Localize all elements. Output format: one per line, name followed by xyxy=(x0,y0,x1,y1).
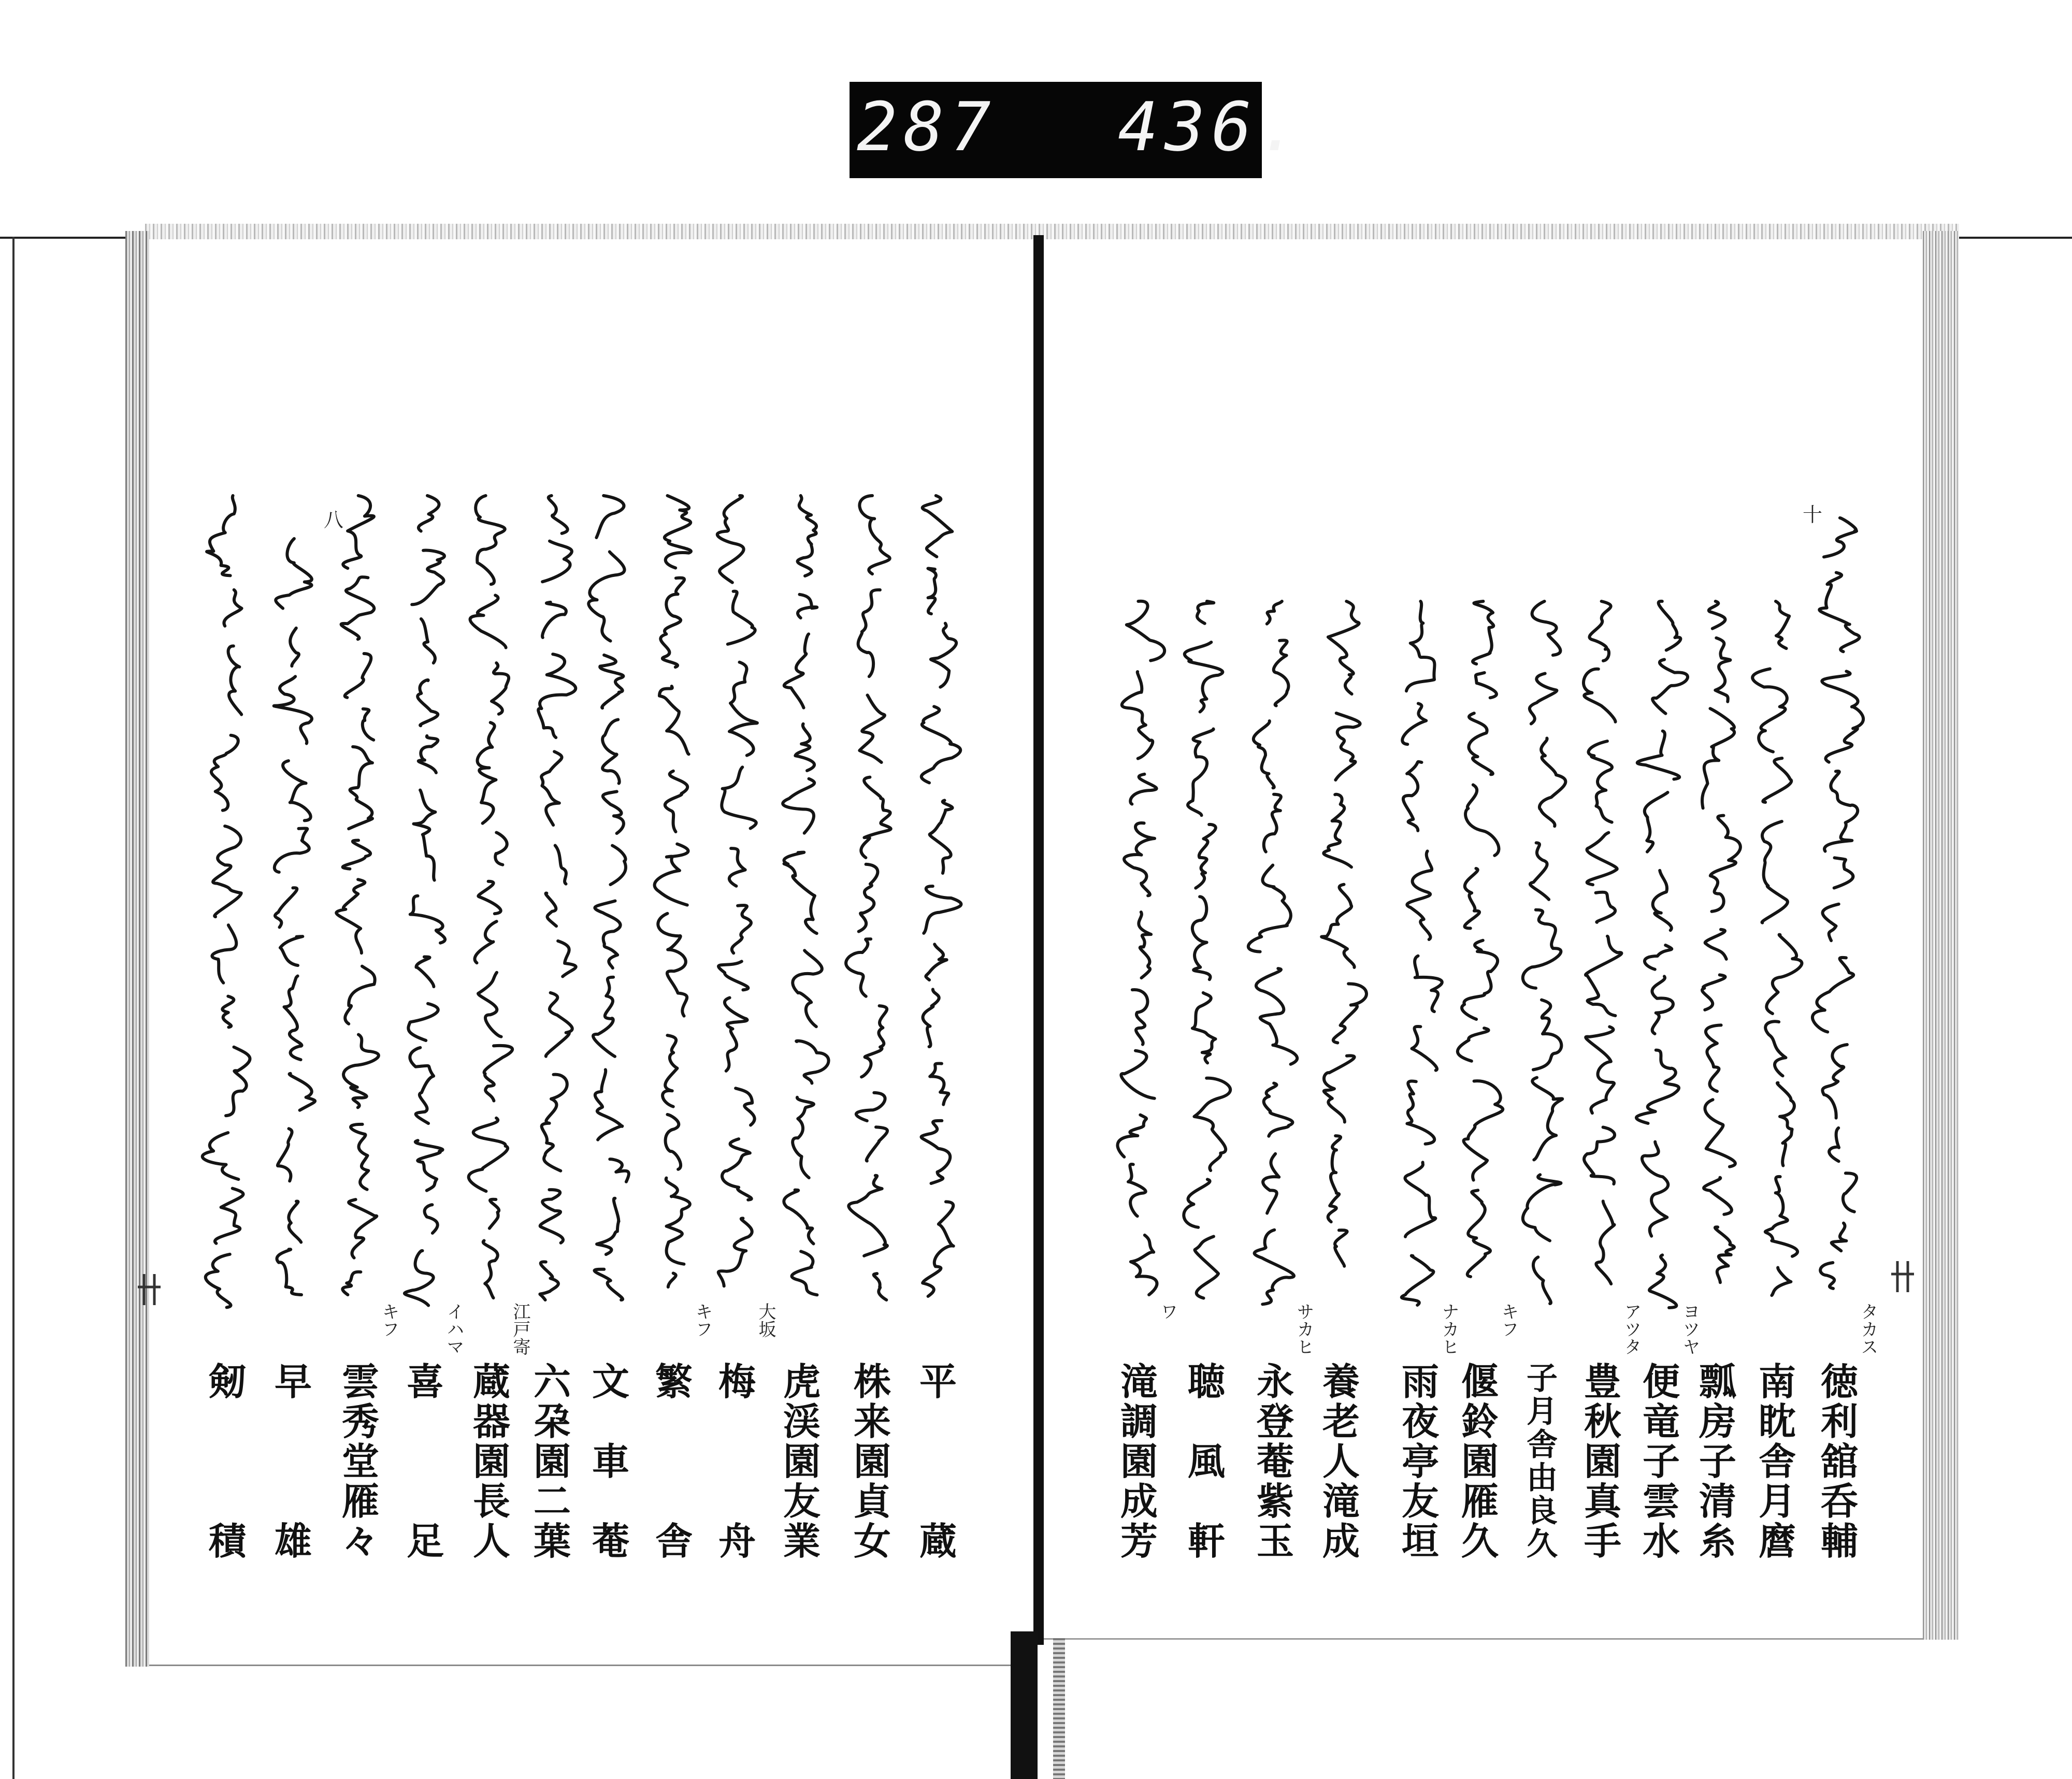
poet-name xyxy=(651,1359,697,1563)
poet-origin-note: ヨツヤ xyxy=(1679,1303,1700,1355)
poet-name xyxy=(1638,1359,1685,1563)
name-glyph: 足 xyxy=(406,1519,444,1563)
name-glyph: 竜 xyxy=(1642,1399,1680,1443)
cursive-text-column xyxy=(1321,601,1366,1266)
name-glyph: 菴 xyxy=(592,1519,629,1563)
cursive-text-column xyxy=(405,496,445,1306)
name-glyph: 菴 xyxy=(1256,1439,1294,1483)
fold-mark-icon xyxy=(138,1274,161,1305)
poet-name xyxy=(468,1359,515,1563)
name-glyph: 園 xyxy=(1584,1439,1621,1483)
name-glyph: 月 xyxy=(1527,1394,1558,1430)
name-glyph: 老 xyxy=(1322,1399,1360,1443)
cursive-text-column xyxy=(588,496,629,1300)
cursive-text-column xyxy=(921,496,961,1296)
name-glyph: 久 xyxy=(1527,1526,1558,1563)
name-glyph: 渓 xyxy=(783,1399,821,1443)
name-glyph: 軒 xyxy=(1187,1519,1225,1563)
name-glyph: 雄 xyxy=(274,1519,312,1563)
name-glyph: 々 xyxy=(341,1519,379,1563)
name-glyph: 成 xyxy=(1322,1519,1360,1563)
cursive-text-column xyxy=(846,496,891,1300)
poet-origin-note: キフ xyxy=(692,1303,713,1338)
name-glyph: 文 xyxy=(592,1359,629,1404)
cursive-text-column xyxy=(655,496,691,1287)
cursive-text-column xyxy=(274,539,315,1295)
fold-mark-icon xyxy=(1891,1261,1914,1292)
name-glyph: 平 xyxy=(919,1359,957,1404)
poet-name xyxy=(402,1359,449,1563)
name-glyph: 滝 xyxy=(1120,1359,1158,1404)
name-glyph: 輔 xyxy=(1820,1519,1858,1563)
name-glyph: 由 xyxy=(1527,1460,1558,1496)
name-glyph: 業 xyxy=(783,1519,821,1563)
name-glyph: 夜 xyxy=(1401,1399,1439,1443)
poet-name xyxy=(1252,1359,1299,1563)
name-glyph: 株 xyxy=(853,1359,891,1404)
cursive-text-column xyxy=(717,496,757,1286)
name-glyph: 雲 xyxy=(1642,1479,1680,1523)
name-glyph: 子 xyxy=(1642,1439,1680,1483)
name-glyph: 堂 xyxy=(341,1439,379,1483)
poet-origin-note: タカス xyxy=(1858,1303,1878,1355)
poet-name xyxy=(529,1359,575,1563)
name-glyph: 秀 xyxy=(341,1399,379,1443)
name-glyph: 利 xyxy=(1820,1399,1858,1443)
name-glyph: 永 xyxy=(1256,1359,1294,1404)
poet-name xyxy=(1816,1359,1863,1563)
name-glyph: 貞 xyxy=(853,1479,891,1523)
name-glyph: 芳 xyxy=(1120,1519,1158,1563)
name-glyph: 蔵 xyxy=(919,1519,957,1563)
name-glyph: 舟 xyxy=(718,1519,756,1563)
cursive-text-column xyxy=(1402,601,1442,1305)
name-glyph: 蔵 xyxy=(472,1359,510,1404)
cursive-text-column xyxy=(783,496,828,1295)
name-glyph: 真 xyxy=(1584,1479,1621,1523)
poet-name xyxy=(714,1359,760,1563)
name-glyph: 調 xyxy=(1120,1399,1158,1443)
cursive-text-column xyxy=(1812,518,1863,1289)
name-glyph: 亭 xyxy=(1401,1439,1439,1483)
name-glyph: 園 xyxy=(1120,1439,1158,1483)
cursive-text-column xyxy=(203,496,250,1307)
name-glyph: 園 xyxy=(1461,1439,1499,1483)
name-glyph: 友 xyxy=(1401,1479,1439,1523)
name-glyph: 人 xyxy=(472,1519,510,1563)
poet-name xyxy=(1457,1359,1503,1563)
name-glyph: 眈 xyxy=(1758,1399,1796,1443)
name-glyph: 朶 xyxy=(533,1399,571,1443)
poet-origin-note: アツタ xyxy=(1621,1303,1642,1355)
cursive-text-column xyxy=(1752,601,1802,1295)
poet-name xyxy=(1579,1359,1626,1563)
poet-name xyxy=(1318,1359,1364,1563)
name-glyph: 長 xyxy=(472,1479,510,1523)
name-glyph: 徳 xyxy=(1820,1359,1858,1404)
name-glyph: 麿 xyxy=(1758,1519,1796,1563)
name-glyph: 早 xyxy=(274,1359,312,1404)
poet-origin-note: ワ xyxy=(1157,1303,1178,1320)
poet-name xyxy=(849,1359,896,1563)
poet-name xyxy=(1116,1359,1162,1563)
name-glyph: 手 xyxy=(1584,1519,1621,1563)
poet-name xyxy=(1694,1359,1741,1563)
poet-name xyxy=(1397,1359,1444,1563)
cursive-text-column xyxy=(1584,601,1621,1284)
poet-origin-note: サカヒ xyxy=(1293,1303,1314,1355)
name-glyph: 葉 xyxy=(533,1519,571,1563)
name-glyph: 園 xyxy=(472,1439,510,1483)
name-glyph: 積 xyxy=(208,1519,246,1563)
name-glyph: 秋 xyxy=(1584,1399,1621,1443)
poet-name xyxy=(915,1359,961,1563)
name-glyph: 二 xyxy=(533,1479,571,1523)
name-glyph: 瓢 xyxy=(1699,1359,1736,1404)
name-glyph: 車 xyxy=(592,1439,629,1483)
name-glyph: 雁 xyxy=(1461,1479,1499,1523)
name-glyph: 久 xyxy=(1461,1519,1499,1563)
name-glyph: 舎 xyxy=(1758,1439,1796,1483)
name-glyph: 友 xyxy=(783,1479,821,1523)
cursive-text-column xyxy=(1636,601,1688,1308)
poet-origin-note: キフ xyxy=(1498,1303,1519,1338)
poet-origin-note: 江戸寄 xyxy=(510,1303,530,1355)
name-glyph: 雲 xyxy=(341,1359,379,1404)
name-glyph: 梅 xyxy=(718,1359,756,1404)
poet-name xyxy=(337,1359,384,1563)
name-glyph: 舎 xyxy=(655,1519,693,1563)
poet-name xyxy=(587,1359,634,1563)
name-glyph: 月 xyxy=(1758,1479,1796,1523)
poet-origin-note: キフ xyxy=(379,1303,399,1338)
poet-name xyxy=(1183,1359,1230,1563)
name-glyph: 玉 xyxy=(1256,1519,1294,1563)
name-glyph: 南 xyxy=(1758,1359,1796,1404)
name-glyph: 水 xyxy=(1642,1519,1680,1563)
right-page-column-note: 十 xyxy=(1803,503,1823,526)
poet-name xyxy=(1754,1359,1801,1563)
name-glyph: 繁 xyxy=(655,1359,693,1404)
name-glyph: 来 xyxy=(853,1399,891,1443)
cursive-text-column xyxy=(1702,601,1740,1282)
poet-origin-note: ナカヒ xyxy=(1438,1303,1459,1355)
name-glyph: 六 xyxy=(533,1359,571,1404)
name-glyph: 成 xyxy=(1120,1479,1158,1523)
name-glyph: 器 xyxy=(472,1399,510,1443)
name-glyph: 紫 xyxy=(1256,1479,1294,1523)
name-glyph: 園 xyxy=(783,1439,821,1483)
name-glyph: 鈴 xyxy=(1461,1399,1499,1443)
cursive-text-column xyxy=(1117,601,1164,1295)
name-glyph: 清 xyxy=(1699,1479,1736,1523)
cursive-text-column xyxy=(336,496,379,1295)
cursive-text-column xyxy=(1523,601,1566,1304)
name-glyph: 雨 xyxy=(1401,1359,1439,1404)
name-glyph: 便 xyxy=(1642,1359,1680,1404)
name-glyph: 呑 xyxy=(1820,1479,1858,1523)
cursive-text-column xyxy=(1248,601,1297,1304)
poet-name xyxy=(204,1359,251,1563)
name-glyph: 豊 xyxy=(1584,1359,1621,1404)
name-glyph: 舘 xyxy=(1820,1439,1858,1483)
name-glyph: 風 xyxy=(1187,1439,1225,1483)
name-glyph: 女 xyxy=(853,1519,891,1563)
cursive-text-column xyxy=(1184,601,1230,1298)
cursive-text-column xyxy=(469,496,512,1298)
name-glyph: 舎 xyxy=(1527,1427,1558,1463)
poet-name xyxy=(779,1359,825,1563)
name-glyph: 人 xyxy=(1322,1439,1360,1483)
cursive-text-column xyxy=(1458,601,1503,1277)
name-glyph: 登 xyxy=(1256,1399,1294,1443)
poet-name xyxy=(270,1359,316,1563)
name-glyph: 養 xyxy=(1322,1359,1360,1404)
poet-origin-note: イハマ xyxy=(443,1303,464,1355)
name-glyph: 雁 xyxy=(341,1479,379,1523)
label-left-number: 287 xyxy=(857,88,997,166)
name-glyph: 喜 xyxy=(406,1359,444,1404)
name-glyph: 園 xyxy=(533,1439,571,1483)
name-glyph: 虎 xyxy=(783,1359,821,1404)
label-right-number: 436. xyxy=(1118,88,1305,166)
left-page-column-note: 八 xyxy=(324,509,344,531)
name-glyph: 偃 xyxy=(1461,1359,1499,1404)
poet-origin-note: 大坂 xyxy=(755,1303,776,1338)
name-glyph: 糸 xyxy=(1699,1519,1736,1563)
name-glyph: 垣 xyxy=(1401,1519,1439,1563)
poet-name xyxy=(1519,1361,1565,1563)
name-glyph: 房 xyxy=(1699,1399,1736,1443)
name-glyph: 子 xyxy=(1699,1439,1736,1483)
name-glyph: 滝 xyxy=(1322,1479,1360,1523)
name-glyph: 良 xyxy=(1527,1493,1558,1529)
name-glyph: 聴 xyxy=(1187,1359,1225,1404)
cursive-text-column xyxy=(538,496,576,1300)
name-glyph: 剱 xyxy=(208,1359,246,1404)
name-glyph: 子 xyxy=(1527,1361,1558,1397)
name-glyph: 園 xyxy=(853,1439,891,1483)
